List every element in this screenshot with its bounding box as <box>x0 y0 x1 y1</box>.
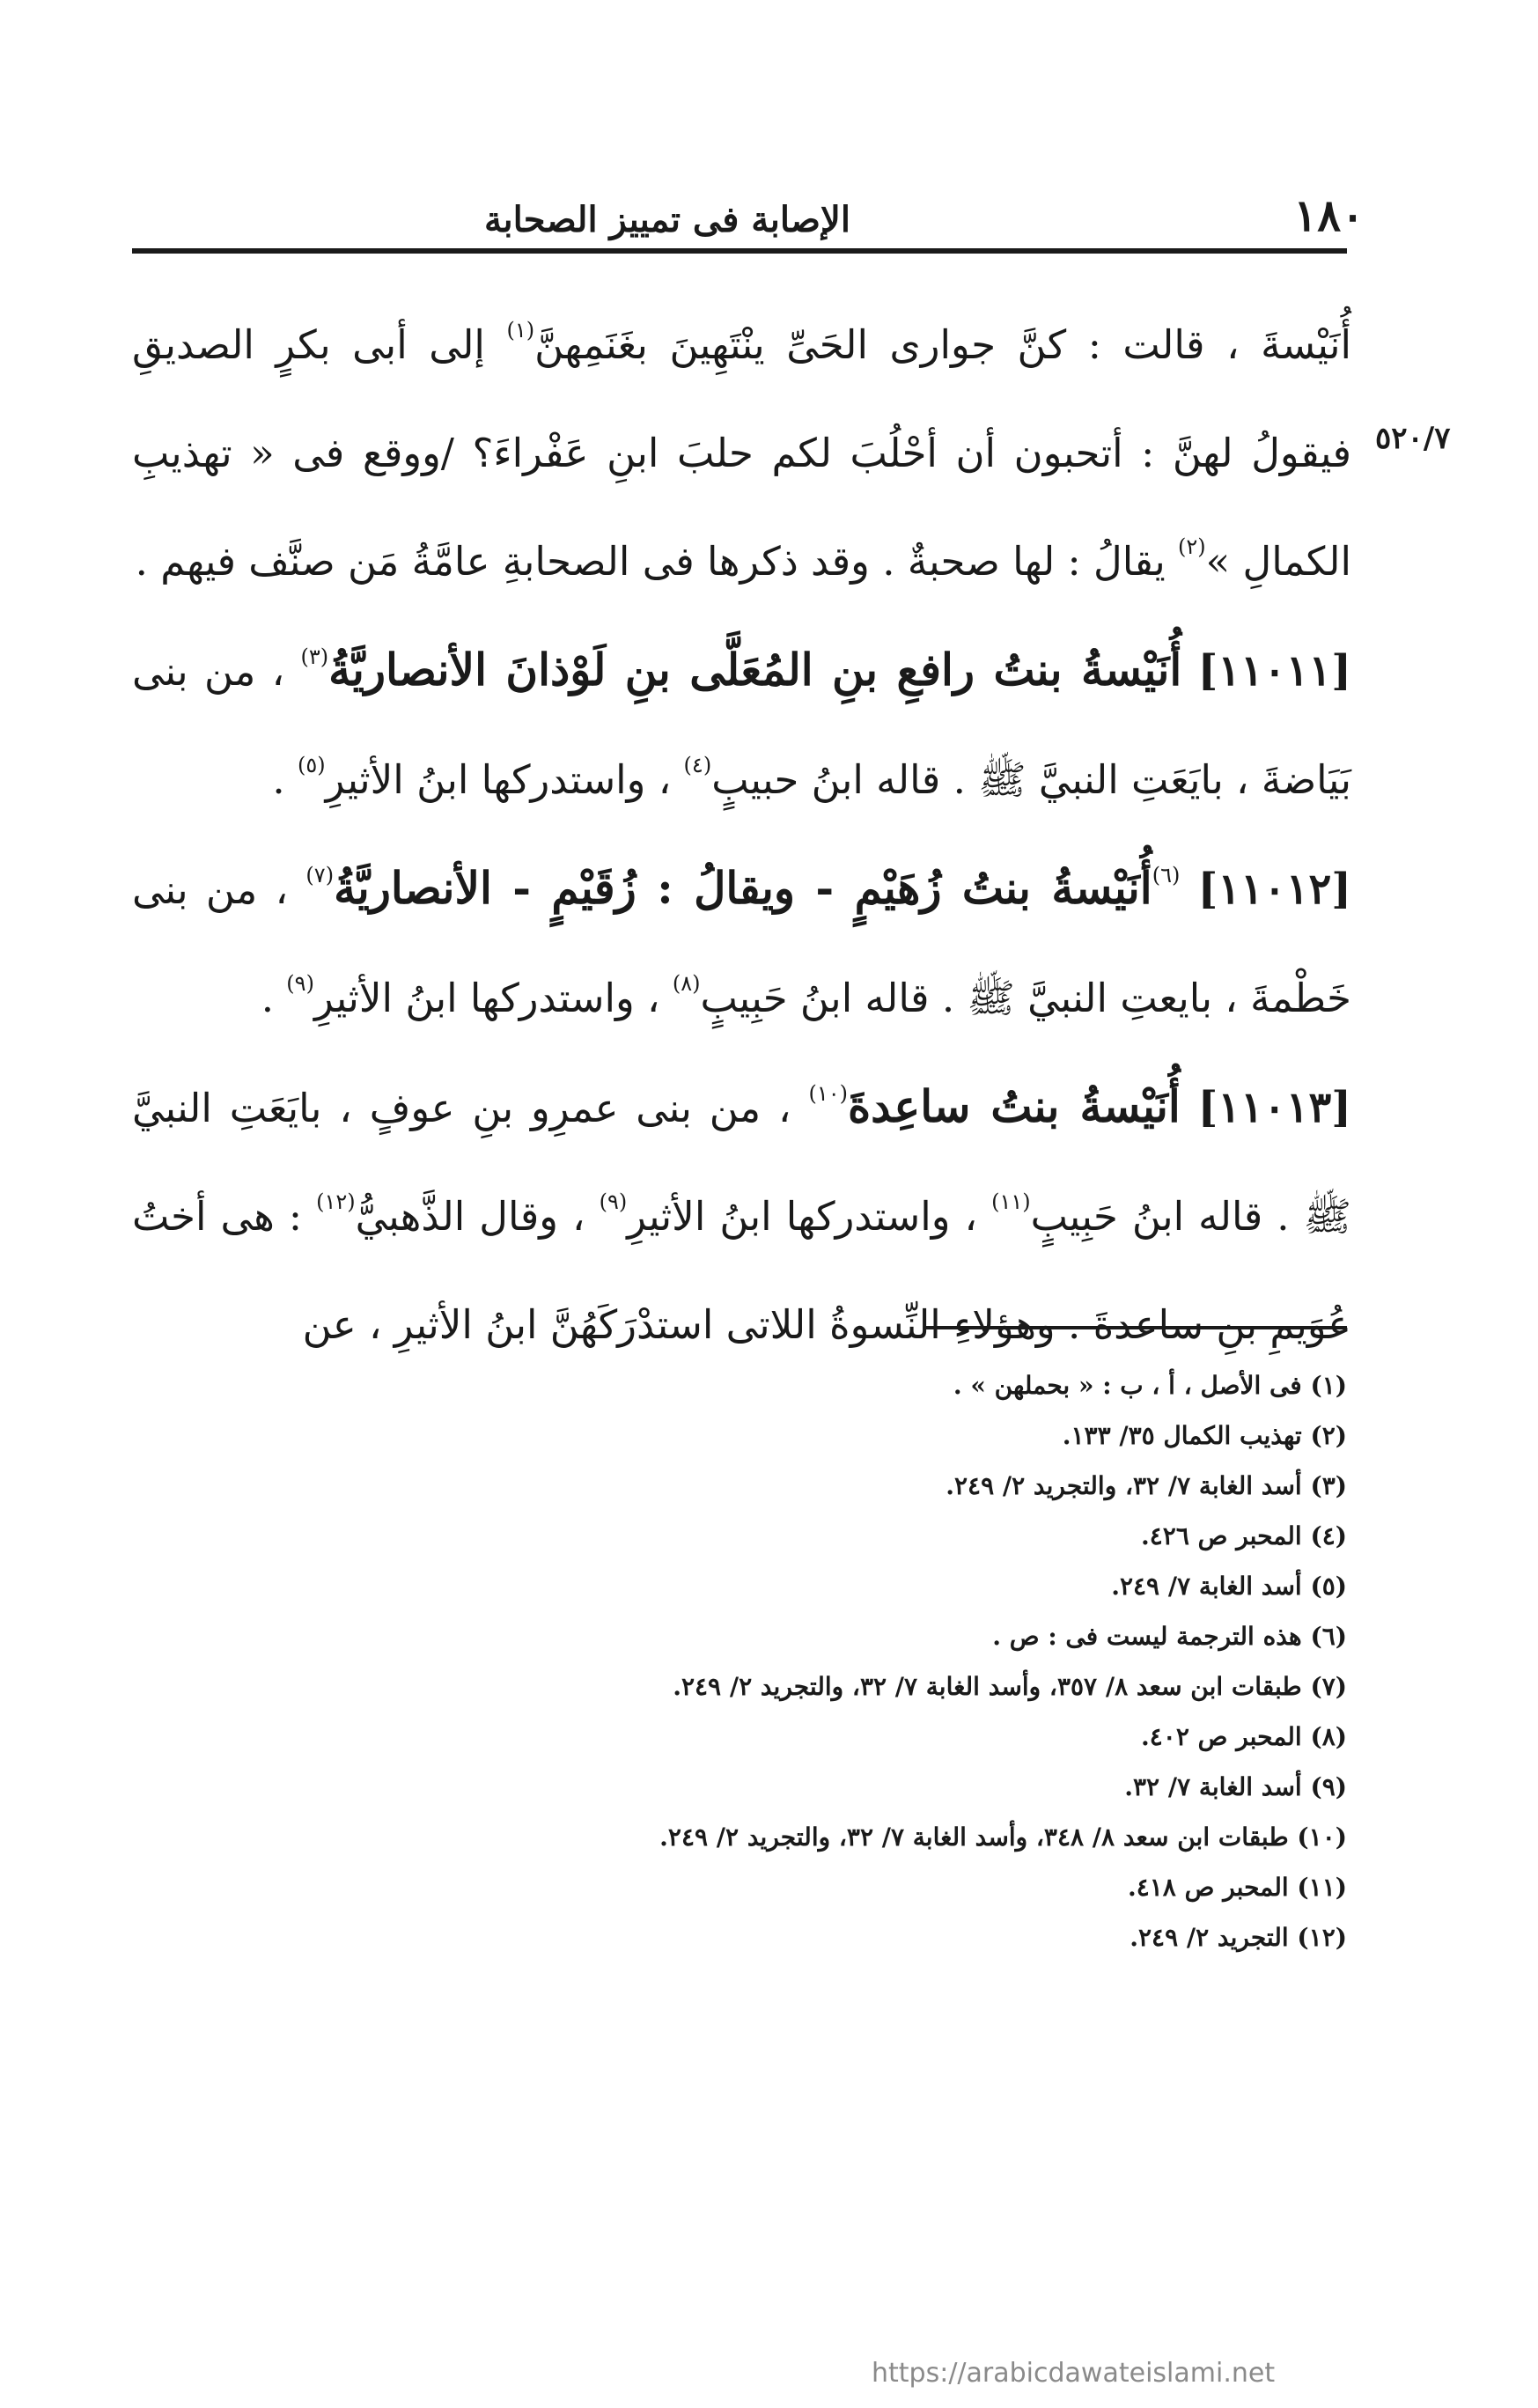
footnote-marker: (١١) <box>991 1189 1031 1214</box>
footnote-marker: (١) <box>506 318 535 342</box>
footnote: (٤) المحبر ص ٤٢٦. <box>1141 1521 1347 1550</box>
footnote-marker: (٩) <box>286 971 314 996</box>
paragraph-continuation <box>132 291 1351 615</box>
text-run: . <box>272 756 298 803</box>
footnote-marker: (٣) <box>300 644 329 669</box>
text-run: . <box>261 975 287 1021</box>
margin-reference: ٥٢٠/٧ <box>1375 421 1451 456</box>
source-watermark: https://arabicdawateislami.net <box>872 2358 1276 2389</box>
text-run: ، واستدركها ابنُ الأثيرِ <box>627 1193 992 1240</box>
entry-name: أُنَيْسةُ بنتُ رافعِ بنِ المُعَلَّى بنِ لَوْذانَ الأنصاريَّةُ <box>328 644 1182 696</box>
footnote-marker: (١٠) <box>808 1081 848 1106</box>
book-title: الإصابة فى تمييز الصحابة <box>484 199 850 240</box>
entry-11012 <box>132 834 1351 1052</box>
footnote: (١٢) التجريد ٢/ ٢٤٩. <box>1130 1923 1347 1952</box>
footnote: (٩) أسد الغابة ٧/ ٣٢. <box>1124 1772 1347 1801</box>
footnote: (٧) طبقات ابن سعد ٨/ ٣٥٧، وأسد الغابة ٧/ ٣٢، والتجريد ٢/ ٢٤٩. <box>673 1672 1347 1701</box>
text-run: يقالُ : لها صحبةٌ . وقد ذكرها فى الصحابةِ عامَّةُ مَن صنَّف فيهم . <box>135 538 1179 585</box>
entry-number: [١١٠١٢] <box>1197 865 1351 914</box>
entry-name: أُنَيْسةُ بنتُ زُهَيْمٍ - ويقالُ : زُقَيْمٍ - الأنصاريَّةُ <box>334 862 1152 914</box>
text-run: ، من بنى عمرِو بنِ عوفٍ ، بايَعَتِ النبيَّ ﷺ . قاله ابنُ حَبِيبٍ <box>132 1085 1351 1240</box>
running-header <box>132 167 1365 241</box>
footnote: (١٠) طبقات ابن سعد ٨/ ٣٤٨، وأسد الغابة ٧/ ٣٢، والتجريد ٢/ ٢٤٩. <box>659 1823 1347 1852</box>
text-run: ، من بنى بَيَاضةَ ، بايَعَتِ النبيَّ ﷺ . قاله ابنُ حبيبٍ <box>132 648 1351 803</box>
entry-number: [١١٠١٣] <box>1197 1083 1351 1132</box>
footnote: (٨) المحبر ص ٤٠٢. <box>1141 1722 1347 1751</box>
header-divider <box>132 248 1347 254</box>
footnote-marker: (٤) <box>683 753 712 777</box>
footnotes-list <box>176 1360 1347 1962</box>
text-run: ، واستدركها ابنُ الأثيرِ <box>313 975 673 1021</box>
text-run: : هى أختُ عُوَيمِ بنِ ساعدةَ . وهؤلاءِ النِّسوةُ اللاتى استدْرَكَهُنَّ ابنُ الأثيرِ ، عن <box>132 1193 1351 1348</box>
footnote: (٣) أسد الغابة ٧/ ٣٢، والتجريد ٢/ ٢٤٩. <box>946 1471 1347 1500</box>
footnote-marker: (٨) <box>672 971 701 996</box>
footnote-marker: (٢) <box>1178 534 1206 559</box>
entry-11011 <box>132 615 1351 834</box>
text-run: ، من بنى خَطْمةَ ، بايعتِ النبيَّ ﷺ . قاله ابنُ حَبِيبٍ <box>132 866 1351 1021</box>
page-number: ١٨٠ <box>1293 189 1365 241</box>
text-run: أُنَيْسةَ ، قالت : كنَّ جوارى الحَىِّ ينْتَهِينَ بغَنَمِهنَّ <box>534 321 1351 368</box>
footnote: (٥) أسد الغابة ٧/ ٢٤٩. <box>1111 1572 1347 1601</box>
text-run: ، وقال الذَّهبيُّ <box>355 1193 600 1240</box>
footnote-divider <box>924 1326 1347 1329</box>
text-run: إلى أبى بكرٍ الصديقِ فيقولُ لهنَّ : أتحبون أن أحْلُبَ لكم حلبَ ابنِ عَفْراءَ؟ /ووقع فى « تهذيبِ الكمالِ » <box>132 321 1351 585</box>
footnote: (١١) المحبر ص ٤١٨. <box>1127 1873 1347 1902</box>
footnote-marker: (٥) <box>298 753 326 777</box>
footnote-marker: (١٢) <box>316 1189 356 1214</box>
footnote: (١) فى الأصل ، أ ، ب : « بحملهن » . <box>953 1371 1347 1400</box>
entry-11013 <box>132 1052 1351 1379</box>
entry-number: [١١٠١١] <box>1197 646 1351 696</box>
footnote-marker: (٩) <box>599 1189 628 1214</box>
footnote-marker: (٧) <box>305 863 335 887</box>
entry-name: أُنَيْسةُ بنتُ ساعِدةَ <box>847 1080 1181 1132</box>
text-run: ، واستدركها ابنُ الأثيرِ <box>325 756 684 803</box>
footnote: (٢) تهذيب الكمال ٣٥/ ١٣٣. <box>1062 1421 1347 1450</box>
footnote: (٦) هذه الترجمة ليست فى : ص . <box>992 1622 1347 1651</box>
body-text <box>132 291 1351 1379</box>
footnote-marker: (٦) <box>1152 863 1181 887</box>
